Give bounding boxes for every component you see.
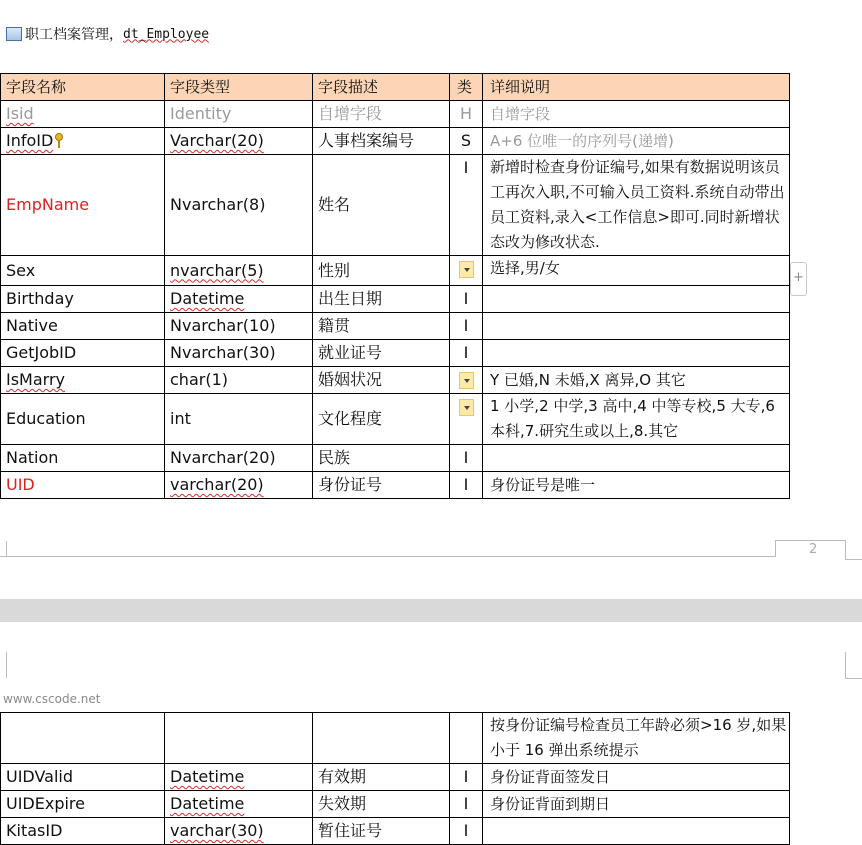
add-column-handle[interactable]: + [790,262,807,296]
table-row [1,367,790,394]
field-desc [313,713,450,764]
table-row [1,818,790,845]
field-detail: 按身份证编号检查员工年龄必须>16 岁,如果小于 16 弹出系统提示 [483,713,790,764]
field-name: UIDExpire [1,791,165,818]
field-name: Education [1,394,165,445]
header-field-name: 字段名称 [1,74,165,101]
field-detail [483,340,790,367]
field-name: EmpName [1,155,165,256]
field-type [165,713,313,764]
table-name: dt_Employee [123,26,210,42]
field-table [0,73,790,499]
field-desc: 失效期 [313,791,450,818]
field-desc: 文化程度 [313,394,450,445]
field-desc: 婚姻状况 [313,367,450,394]
table-row [1,101,790,128]
field-name: Isid [6,104,34,123]
field-table-continued [0,712,790,845]
field-detail: 1 小学,2 中学,3 高中,4 中等专校,5 大专,6 本科,7.研究生或以上,8.其它 [483,394,790,445]
header-field-type: 字段类型 [165,74,313,101]
page-number: 2 [809,542,818,557]
field-desc: 有效期 [313,764,450,791]
field-desc: 出生日期 [313,286,450,313]
document-title [6,24,209,44]
header-class: 类 [450,74,483,101]
page-gap [0,599,862,622]
field-detail: 身份证背面到期日 [483,791,790,818]
field-desc: 姓名 [313,155,450,256]
field-detail: 身份证号是唯一 [483,472,790,499]
field-name: Native [1,313,165,340]
field-detail: 新增时检查身份证编号,如果有数据说明该员工再次入职,不可输入员工资料.系统自动带出员工资料,录入<工作信息>即可.同时新增状态改为修改状态. [483,155,790,256]
table-row [1,713,790,764]
field-class: I [450,818,483,845]
field-type: varchar(20) [170,475,264,494]
field-desc: 性别 [313,256,450,286]
field-class: I [450,445,483,472]
field-type: char(1) [165,367,313,394]
header-detail: 详细说明 [483,74,790,101]
field-name [1,713,165,764]
field-class: I [450,764,483,791]
table-row [1,472,790,499]
title-text: 职工档案管理， [25,27,123,43]
field-detail: Y 已婚,N 未婚,X 离异,O 其它 [483,367,790,394]
field-name: InfoID [6,131,54,150]
field-type: Datetime [170,794,245,813]
field-name: UIDValid [1,764,165,791]
table-row [1,128,790,155]
field-class: I [450,472,483,499]
field-name: Birthday [1,286,165,313]
field-detail [483,313,790,340]
table-icon [6,27,22,41]
field-name: IsMarry [6,370,66,389]
field-detail [483,818,790,845]
field-type: int [165,394,313,445]
field-desc: 籍贯 [313,313,450,340]
table-row [1,256,790,286]
field-desc: 身份证号 [313,472,450,499]
table-row [1,286,790,313]
field-desc: 就业证号 [313,340,450,367]
table-row [1,155,790,256]
dropdown-icon[interactable] [459,399,474,416]
table-row [1,791,790,818]
dropdown-icon[interactable] [459,261,474,278]
field-name: Sex [1,256,165,286]
field-type: Datetime [170,767,245,786]
field-detail: 选择,男/女 [483,256,790,286]
header-field-desc: 字段描述 [313,74,450,101]
field-desc: 人事档案编号 [313,128,450,155]
field-detail: 身份证背面签发日 [483,764,790,791]
dropdown-icon[interactable] [459,372,474,389]
field-class: S [450,128,483,155]
field-class: I [450,340,483,367]
field-class: H [450,101,483,128]
field-class [450,713,483,764]
field-class: I [450,286,483,313]
field-type: Nvarchar(20) [165,445,313,472]
table-row [1,764,790,791]
field-type: Nvarchar(8) [165,155,313,256]
table-row [1,340,790,367]
field-type: Varchar(20) [170,131,264,150]
field-class: I [450,313,483,340]
field-desc: 自增字段 [313,101,450,128]
field-class: I [450,155,483,256]
field-detail [483,445,790,472]
field-type: Nvarchar(10) [165,313,313,340]
field-type: Datetime [170,289,245,308]
watermark: www.cscode.net [3,692,101,706]
field-desc: 民族 [313,445,450,472]
field-detail [483,286,790,313]
field-detail: 自增字段 [483,101,790,128]
field-type: Identity [165,101,313,128]
field-detail: A+6 位唯一的序列号(递增) [483,128,790,155]
field-name: UID [1,472,165,499]
field-type: varchar(30) [170,821,264,840]
field-desc: 暂住证号 [313,818,450,845]
primary-key-icon [54,133,64,148]
table-row [1,313,790,340]
field-name: KitasID [1,818,165,845]
table-row [1,394,790,445]
field-name: Nation [1,445,165,472]
table-row [1,445,790,472]
field-class: I [450,791,483,818]
field-type: nvarchar(5) [170,260,264,280]
field-name: GetJobID [1,340,165,367]
table-header-row [1,74,790,101]
field-type: Nvarchar(30) [165,340,313,367]
